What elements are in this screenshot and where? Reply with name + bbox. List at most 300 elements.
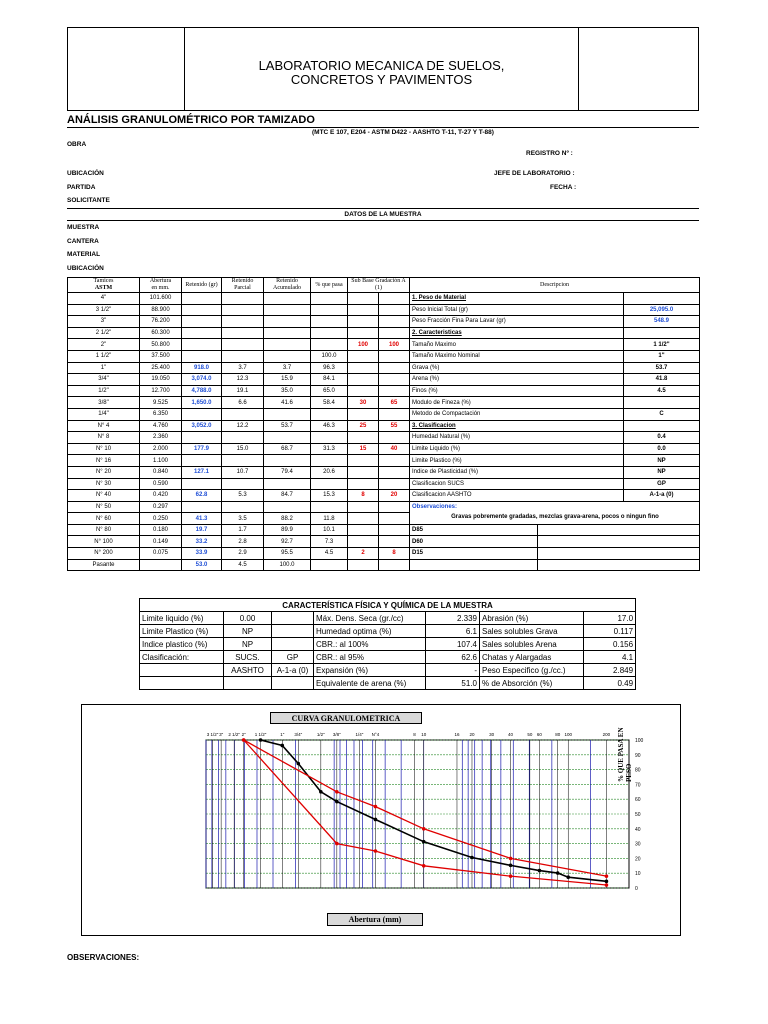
jefe-label: JEFE DE LABORATORIO : [494, 170, 575, 177]
prop-value-3: 51.0 [426, 677, 480, 690]
cell-acum [264, 432, 311, 444]
prop-value-2 [272, 625, 314, 638]
col-retenido: Retenido (gr) [182, 278, 222, 293]
cell-parcial [222, 478, 264, 490]
fecha-label: FECHA : [550, 184, 577, 191]
props-row [140, 664, 636, 677]
top-tick-label: 40 [508, 732, 514, 737]
cell-retenido: 177.9 [182, 443, 222, 455]
cell-retenido [182, 350, 222, 362]
d-label: D60 [410, 536, 538, 548]
props-row [140, 625, 636, 638]
top-tick-label: 20 [469, 732, 475, 737]
header-divider-right [578, 28, 579, 110]
cell-tamiz: N° 8 [68, 432, 140, 444]
cell-subbase-max [379, 316, 410, 328]
desc-value: 4.5 [624, 385, 700, 397]
ubicacion-label: UBICACIÓN [67, 170, 104, 177]
cell-pasa [311, 327, 348, 339]
data-point [280, 744, 284, 748]
cell-acum: 100.0 [264, 559, 311, 571]
observaciones-cell [410, 501, 700, 524]
cell-pasa [311, 316, 348, 328]
cell-subbase-min [348, 293, 379, 305]
cell-abertura: 37.500 [140, 350, 182, 362]
prop-value-4: 2.849 [584, 664, 636, 677]
prop-value-3: 2.339 [426, 612, 480, 625]
table-row [68, 420, 700, 432]
d-value [538, 524, 700, 536]
cell-acum [264, 455, 311, 467]
cell-pasa [311, 432, 348, 444]
data-point [335, 842, 339, 846]
desc-value: 53.7 [624, 362, 700, 374]
prop-label-2: Expansión (%) [314, 664, 426, 677]
cell-abertura: 0.420 [140, 490, 182, 502]
table-row [68, 316, 700, 328]
prop-value: 0.00 [224, 612, 272, 625]
prop-label: Limite Plastico (%) [140, 625, 224, 638]
desc-label: 1. Peso de Material [410, 293, 624, 305]
prop-value-4: 4.1 [584, 651, 636, 664]
cell-retenido [182, 408, 222, 420]
prop-label-2: Máx. Dens. Seca (gr./cc) [314, 612, 426, 625]
observaciones-footer: OBSERVACIONES: [67, 953, 140, 962]
d-label: D85 [410, 524, 538, 536]
desc-label: Limite Plastico (%) [410, 455, 624, 467]
cell-abertura: 2.000 [140, 443, 182, 455]
cell-retenido [182, 327, 222, 339]
desc-value: A-1-a (0) [624, 490, 700, 502]
y-tick-label: 30 [635, 841, 641, 848]
title-rule [67, 127, 699, 128]
top-tick-label: 1 1/2" [254, 732, 267, 737]
chart-title: CURVA GRANULOMETRICA [270, 712, 422, 724]
desc-value: 548.9 [624, 316, 700, 328]
data-point [509, 857, 513, 861]
prop-value-2: A-1-a (0) [272, 664, 314, 677]
cell-subbase-max [379, 432, 410, 444]
cell-pasa [311, 559, 348, 571]
table-row [68, 548, 700, 560]
data-point [296, 762, 300, 766]
top-tick-label: 30 [489, 732, 495, 737]
cell-subbase-max [379, 501, 410, 513]
prop-label-2: CBR.: al 95% [314, 651, 426, 664]
desc-value: C [624, 408, 700, 420]
cell-parcial: 3.5 [222, 513, 264, 525]
y-tick-label: 80 [635, 767, 641, 774]
desc-label: Humedad Natural (%) [410, 432, 624, 444]
table-row [68, 524, 700, 536]
cell-abertura: 0.180 [140, 524, 182, 536]
cell-subbase-max [379, 293, 410, 305]
cell-tamiz: N° 60 [68, 513, 140, 525]
cell-subbase-min [348, 408, 379, 420]
gradation-chart [81, 704, 681, 936]
cell-retenido: 918.0 [182, 362, 222, 374]
cell-subbase-max: 55 [379, 420, 410, 432]
cell-subbase-min [348, 304, 379, 316]
prop-value-4: 17.0 [584, 612, 636, 625]
table-row [68, 478, 700, 490]
cell-retenido: 33.9 [182, 548, 222, 560]
prop-label-2: Equivalente de arena (%) [314, 677, 426, 690]
cell-subbase-max [379, 350, 410, 362]
norms-text: (MTC E 107, E204 - ASTM D422 - AASHTO T-11, T-27 Y T-88) [312, 129, 494, 136]
datos-rule-top [67, 208, 699, 209]
cell-subbase-max [379, 466, 410, 478]
cell-pasa: 65.0 [311, 385, 348, 397]
y-tick-label: 100 [635, 738, 644, 744]
cell-parcial: 5.3 [222, 490, 264, 502]
cell-retenido [182, 478, 222, 490]
prop-value-3: - [426, 664, 480, 677]
cell-retenido: 3,074.0 [182, 374, 222, 386]
cell-tamiz: 3/8" [68, 397, 140, 409]
data-point [335, 790, 339, 794]
cell-parcial: 2.8 [222, 536, 264, 548]
cell-abertura: 0.840 [140, 466, 182, 478]
desc-label: Finos (%) [410, 385, 624, 397]
cell-subbase-max [379, 362, 410, 374]
prop-label: Clasificación: [140, 651, 224, 664]
col-abertura: Abertura en mm. [140, 278, 182, 293]
cell-abertura: 0.075 [140, 548, 182, 560]
d-value [538, 536, 700, 548]
cell-acum [264, 339, 311, 351]
cell-subbase-min [348, 327, 379, 339]
page-title: ANÁLISIS GRANULOMÉTRICO POR TAMIZADO [67, 114, 315, 126]
data-point [538, 869, 542, 873]
prop-label-3: Sales solubles Grava [480, 625, 584, 638]
cell-parcial: 4.5 [222, 559, 264, 571]
cell-subbase-max [379, 374, 410, 386]
top-tick-label: 16 [454, 732, 460, 737]
sieve-header-row [68, 278, 700, 293]
cell-acum: 79.4 [264, 466, 311, 478]
cell-retenido [182, 293, 222, 305]
cell-pasa: 84.1 [311, 374, 348, 386]
top-tick-label: 3/8" [332, 732, 341, 737]
cell-tamiz: 3" [68, 316, 140, 328]
data-point [242, 738, 246, 742]
d-label: D15 [410, 548, 538, 560]
desc-label: 3. Clasificacion [410, 420, 624, 432]
prop-label [140, 677, 224, 690]
cell-subbase-max [379, 327, 410, 339]
data-point [566, 875, 570, 879]
cell-acum: 89.9 [264, 524, 311, 536]
cell-parcial [222, 316, 264, 328]
top-tick-label: 2 1/2" [228, 732, 240, 737]
sieve-table [67, 277, 700, 571]
cell-subbase-min [348, 524, 379, 536]
table-row [68, 350, 700, 362]
prop-value-2 [272, 677, 314, 690]
prop-label: Indice plastico (%) [140, 638, 224, 651]
cell-pasa [311, 478, 348, 490]
cell-retenido: 4,788.0 [182, 385, 222, 397]
cell-abertura: 0.590 [140, 478, 182, 490]
cell-acum [264, 316, 311, 328]
cell-subbase-min [348, 455, 379, 467]
cell-pasa: 100.0 [311, 350, 348, 362]
desc-value [624, 420, 700, 432]
prop-label-3: Chatas y Alargadas [480, 651, 584, 664]
cell-pasa: 10.1 [311, 524, 348, 536]
d-value [538, 559, 700, 571]
properties-title: CARACTERÍSTICA FÍSICA Y QUÍMICA DE LA MUESTRA [140, 599, 636, 612]
desc-label: Indice de Plasticidad (%) [410, 466, 624, 478]
y-tick-label: 10 [635, 871, 641, 878]
cell-tamiz: 3/4" [68, 374, 140, 386]
table-row [68, 362, 700, 374]
top-tick-label: 8 [413, 732, 416, 737]
cell-subbase-max [379, 536, 410, 548]
data-point [422, 827, 426, 831]
desc-label: Clasificacion AASHTO [410, 490, 624, 502]
cell-abertura: 4.760 [140, 420, 182, 432]
y-tick-label: 90 [635, 752, 641, 759]
table-row [68, 490, 700, 502]
desc-value [624, 397, 700, 409]
y-tick-label: 0 [635, 886, 638, 892]
cell-retenido [182, 501, 222, 513]
table-row [68, 432, 700, 444]
cell-tamiz: N° 50 [68, 501, 140, 513]
table-row [68, 559, 700, 571]
cell-abertura: 88.900 [140, 304, 182, 316]
cell-tamiz: N° 100 [68, 536, 140, 548]
cell-retenido: 3,052.0 [182, 420, 222, 432]
cell-abertura: 12.700 [140, 385, 182, 397]
cell-abertura: 101.600 [140, 293, 182, 305]
cell-retenido [182, 316, 222, 328]
desc-label: Arena (%) [410, 374, 624, 386]
desc-value: 0.0 [624, 443, 700, 455]
cell-abertura: 50.800 [140, 339, 182, 351]
desc-value: NP [624, 455, 700, 467]
desc-value [624, 293, 700, 305]
cell-retenido: 1,650.0 [182, 397, 222, 409]
prop-value-2: GP [272, 651, 314, 664]
props-row [140, 612, 636, 625]
cell-subbase-min: 30 [348, 397, 379, 409]
cell-parcial: 1.7 [222, 524, 264, 536]
data-point [470, 856, 474, 860]
cell-abertura: 0.149 [140, 536, 182, 548]
top-tick-label: 1/2" [316, 732, 325, 737]
table-row [68, 304, 700, 316]
lab-title-line1: LABORATORIO MECANICA DE SUELOS, [258, 58, 505, 73]
prop-value-4: 0.49 [584, 677, 636, 690]
cantera-label: CANTERA [67, 238, 99, 245]
y-tick-label: 60 [635, 797, 641, 804]
cell-retenido: 62.8 [182, 490, 222, 502]
data-point [374, 849, 378, 853]
data-point [422, 864, 426, 868]
observaciones-text: Gravas pobremente gradadas, mezclas grava-arena, pocos o ningun fino [451, 513, 659, 520]
cell-tamiz: N° 16 [68, 455, 140, 467]
cell-subbase-min [348, 350, 379, 362]
cell-pasa: 7.3 [311, 536, 348, 548]
header-box [67, 27, 699, 111]
table-row [68, 397, 700, 409]
cell-abertura: 0.250 [140, 513, 182, 525]
col-tamices: Tamices ASTM [68, 278, 140, 293]
cell-tamiz: 4" [68, 293, 140, 305]
desc-label: 2. Caracteristicas [410, 327, 624, 339]
data-point [509, 874, 513, 878]
cell-tamiz: 1" [68, 362, 140, 374]
partida-label: PARTIDA [67, 184, 96, 191]
cell-parcial [222, 455, 264, 467]
y-tick-label: 50 [635, 812, 641, 818]
table-row [68, 536, 700, 548]
cell-subbase-max [379, 524, 410, 536]
cell-subbase-min [348, 432, 379, 444]
data-point [605, 880, 609, 884]
cell-retenido: 127.1 [182, 466, 222, 478]
data-point [374, 818, 378, 822]
props-row [140, 677, 636, 690]
cell-acum: 35.0 [264, 385, 311, 397]
top-tick-label: 1/4" [355, 732, 364, 737]
cell-tamiz: 2" [68, 339, 140, 351]
desc-value: NP [624, 466, 700, 478]
cell-pasa: 4.5 [311, 548, 348, 560]
cell-parcial [222, 501, 264, 513]
table-row [68, 408, 700, 420]
prop-value: AASHTO [224, 664, 272, 677]
cell-pasa: 11.8 [311, 513, 348, 525]
cell-parcial: 15.0 [222, 443, 264, 455]
y-tick-label: 70 [635, 782, 641, 789]
cell-pasa [311, 408, 348, 420]
data-point [509, 864, 513, 868]
cell-pasa: 58.4 [311, 397, 348, 409]
prop-value-2 [272, 612, 314, 625]
props-row [140, 651, 636, 664]
data-point [335, 800, 339, 804]
cell-acum: 92.7 [264, 536, 311, 548]
data-point [422, 840, 426, 844]
cell-subbase-max [379, 304, 410, 316]
data-point [605, 874, 609, 878]
cell-parcial [222, 339, 264, 351]
chart-y-label: % QUE PASA EN PESO [617, 727, 633, 782]
data-point [374, 805, 378, 809]
cell-abertura: 60.300 [140, 327, 182, 339]
lab-title-line2: CONCRETOS Y PAVIMENTOS [290, 72, 473, 87]
desc-label: Tamaño Maximo [410, 339, 624, 351]
prop-label-3: Peso Especifico (g./cc.) [480, 664, 584, 677]
col-ret-parcial: Retenido Parcial [222, 278, 264, 293]
cell-subbase-min: 100 [348, 339, 379, 351]
desc-label: Limite Liquido (%) [410, 443, 624, 455]
cell-pasa [311, 339, 348, 351]
prop-value: SUCS. [224, 651, 272, 664]
top-tick-label: 3 1/2" [206, 732, 219, 737]
datos-rule-bottom [67, 220, 699, 221]
cell-abertura: 2.360 [140, 432, 182, 444]
cell-retenido: 19.7 [182, 524, 222, 536]
cell-abertura: 19.050 [140, 374, 182, 386]
cell-parcial [222, 327, 264, 339]
prop-label-3: Sales solubles Arena [480, 638, 584, 651]
desc-value: 0.4 [624, 432, 700, 444]
cell-pasa: 20.6 [311, 466, 348, 478]
prop-value-2 [272, 638, 314, 651]
table-row [68, 501, 700, 513]
cell-tamiz: N° 20 [68, 466, 140, 478]
cell-subbase-max [379, 478, 410, 490]
cell-acum: 68.7 [264, 443, 311, 455]
cell-subbase-max: 8 [379, 548, 410, 560]
cell-parcial [222, 293, 264, 305]
material-label: MATERIAL [67, 251, 101, 258]
cell-tamiz: 1/2" [68, 385, 140, 397]
cell-pasa [311, 501, 348, 513]
cell-tamiz: N° 80 [68, 524, 140, 536]
prop-value-3: 62.6 [426, 651, 480, 664]
desc-label: Metodo de Compactación [410, 408, 624, 420]
cell-abertura: 76.200 [140, 316, 182, 328]
col-descripcion: Descripcion [410, 278, 700, 293]
cell-tamiz: N° 10 [68, 443, 140, 455]
prop-label: Limite liquido (%) [140, 612, 224, 625]
data-point [259, 738, 263, 742]
cell-acum [264, 501, 311, 513]
desc-value: 41.8 [624, 374, 700, 386]
cell-parcial [222, 408, 264, 420]
prop-label [140, 664, 224, 677]
cell-tamiz: N° 200 [68, 548, 140, 560]
prop-value-3: 107.4 [426, 638, 480, 651]
cell-retenido [182, 432, 222, 444]
prop-value: NP [224, 638, 272, 651]
cell-subbase-min [348, 374, 379, 386]
cell-acum [264, 327, 311, 339]
cell-subbase-min [348, 536, 379, 548]
top-tick-label: 200 [602, 732, 611, 737]
cell-abertura: 6.350 [140, 408, 182, 420]
prop-label-2: CBR.: al 100% [314, 638, 426, 651]
table-row [68, 443, 700, 455]
cell-subbase-max: 65 [379, 397, 410, 409]
desc-label: Peso Inicial Total (gr) [410, 304, 624, 316]
prop-value [224, 677, 272, 690]
desc-label: Tamaño Maximo Nominal [410, 350, 624, 362]
col-subbase: Sub Base Gradación A (1) [348, 278, 410, 293]
d-label [410, 559, 538, 571]
cell-tamiz: 1 1/2" [68, 350, 140, 362]
data-point [556, 871, 560, 875]
observaciones-label: Observaciones: [412, 503, 458, 510]
desc-value [624, 327, 700, 339]
cell-acum [264, 350, 311, 362]
table-row [68, 327, 700, 339]
cell-abertura: 25.400 [140, 362, 182, 374]
prop-value-4: 0.117 [584, 625, 636, 638]
cell-abertura: 1.100 [140, 455, 182, 467]
cell-subbase-min: 25 [348, 420, 379, 432]
d-value [538, 548, 700, 560]
desc-value: 1 1/2" [624, 339, 700, 351]
cell-subbase-min [348, 501, 379, 513]
cell-pasa [311, 455, 348, 467]
